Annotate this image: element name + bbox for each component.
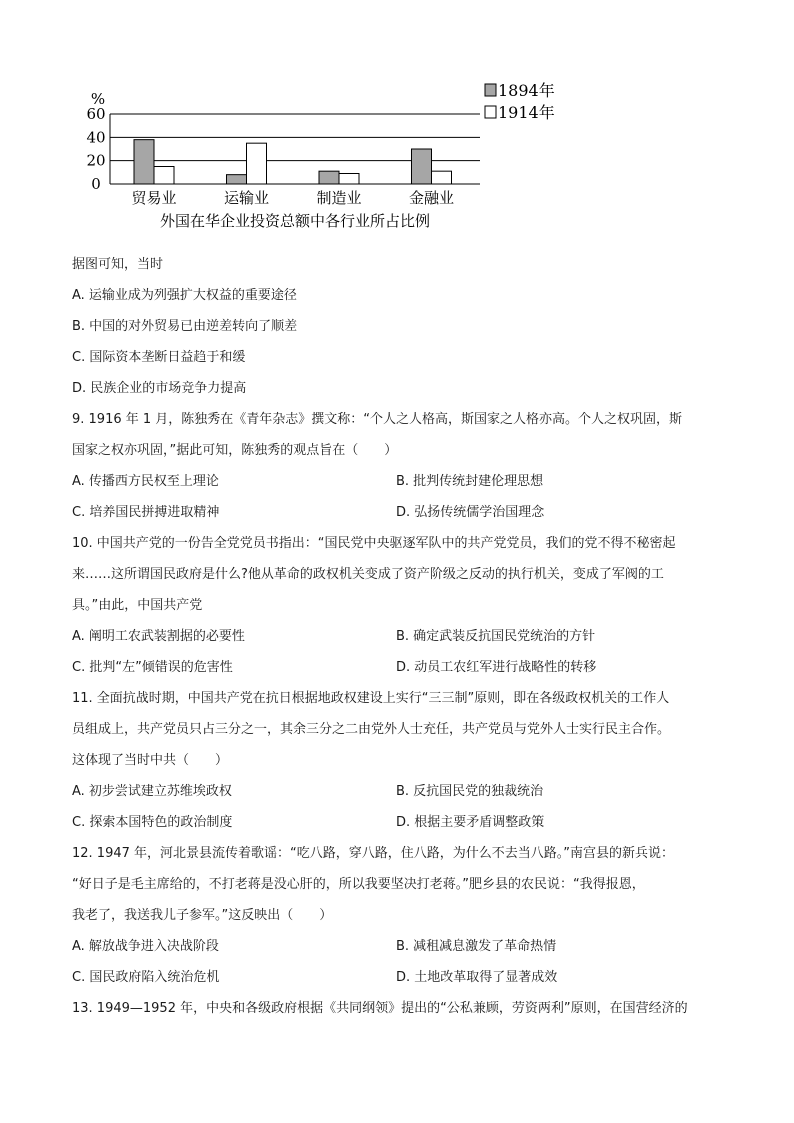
y-tick-label: 60 bbox=[86, 105, 106, 123]
q13-stem-line-1: 13. 1949—1952 年，中央和各级政府根据《共同纲领》提出的“公私兼顾，劳资两利”原则，在国营经济的 bbox=[72, 1001, 688, 1016]
q8-option-a: A. 运输业成为列强扩大权益的重要途径 bbox=[72, 288, 297, 303]
y-axis-label: % bbox=[90, 90, 106, 108]
bar-1894 bbox=[134, 140, 154, 184]
chart-title: 外国在华企业投资总额中各行业所占比例 bbox=[159, 212, 431, 230]
x-tick-label: 贸易业 bbox=[131, 189, 177, 207]
bar-chart bbox=[70, 76, 570, 236]
legend-label: 1894年 bbox=[498, 81, 555, 100]
q11-option-d: D. 根据主要矛盾调整政策 bbox=[396, 815, 545, 830]
q12-option-d: D. 土地改革取得了显著成效 bbox=[396, 970, 558, 985]
bar-1894 bbox=[319, 171, 339, 184]
q10-option-a: A. 阐明工农武装割据的必要性 bbox=[72, 629, 245, 644]
q8-option-c: C. 国际资本垄断日益趋于和缓 bbox=[72, 350, 246, 365]
q9-option-c: C. 培养国民拼搏进取精神 bbox=[72, 505, 220, 520]
q11-stem-line-1: 11. 全面抗战时期，中国共产党在抗日根据地政权建设上实行“三三制”原则，即在各级政权机关的工作人 bbox=[72, 691, 670, 706]
q11-stem-line-3: 这体现了当时中共（ ） bbox=[72, 753, 229, 768]
q8-option-d: D. 民族企业的市场竞争力提高 bbox=[72, 381, 247, 396]
q9-option-b: B. 批判传统封建伦理思想 bbox=[396, 474, 544, 489]
q9-stem-line-2: 国家之权亦巩固，”据此可知，陈独秀的观点旨在（ ） bbox=[72, 443, 398, 458]
x-tick-label: 制造业 bbox=[316, 189, 362, 207]
q10-stem-line-2: 来……这所谓国民政府是什么?他从革命的政权机关变成了资产阶级之反动的执行机关，变成了军阀的工 bbox=[72, 567, 664, 582]
q12-stem-line-1: 12. 1947 年，河北景县流传着歌谣：“吃八路，穿八路，住八路，为什么不去当八路。”南宫县的新兵说： bbox=[72, 846, 674, 861]
bar-1914 bbox=[339, 174, 359, 185]
y-tick-label: 40 bbox=[86, 128, 106, 147]
x-tick-label: 金融业 bbox=[408, 189, 455, 207]
q12-stem-line-3: 我老了，我送我儿子参军。”这反映出（ ） bbox=[72, 908, 333, 923]
q8-stem: 据图可知，当时 bbox=[72, 257, 164, 272]
legend-swatch-1914 bbox=[485, 106, 496, 118]
bar-1914 bbox=[432, 171, 452, 184]
q10-option-d: D. 动员工农红军进行战略性的转移 bbox=[396, 660, 597, 675]
q10-stem-line-1: 10. 中国共产党的一份告全党党员书指出：“国民党中央驱逐军队中的共产党党员，我们的党不得不秘密起 bbox=[72, 536, 676, 551]
q12-stem-line-2: “好日子是毛主席给的，不打老蒋是没心肝的，所以我要坚决打老蒋。”肥乡县的农民说：“我得报恩， bbox=[72, 877, 645, 892]
q12-option-b: B. 减租减息激发了革命热情 bbox=[396, 939, 557, 954]
q11-option-a: A. 初步尝试建立苏维埃政权 bbox=[72, 784, 232, 799]
y-tick-label: 0 bbox=[91, 175, 101, 193]
q12-option-a: A. 解放战争进入决战阶段 bbox=[72, 939, 219, 954]
q9-option-a: A. 传播西方民权至上理论 bbox=[72, 474, 219, 489]
bar-1914 bbox=[154, 167, 174, 185]
q10-stem-line-3: 具。”由此，中国共产党 bbox=[72, 598, 203, 613]
q11-option-c: C. 探索本国特色的政治制度 bbox=[72, 815, 233, 830]
y-tick-label: 20 bbox=[86, 151, 106, 170]
legend-label: 1914年 bbox=[498, 103, 555, 122]
legend-swatch-1894 bbox=[485, 84, 496, 96]
q10-option-c: C. 批判“左”倾错误的危害性 bbox=[72, 660, 233, 675]
chart-svg bbox=[70, 76, 570, 236]
q11-option-b: B. 反抗国民党的独裁统治 bbox=[396, 784, 544, 799]
bar-1914 bbox=[247, 143, 267, 184]
q11-stem-line-2: 员组成上，共产党员只占三分之一，其余三分之二由党外人士充任，共产党员与党外人士实行民主合作。 bbox=[72, 722, 671, 737]
q10-option-b: B. 确定武装反抗国民党统治的方针 bbox=[396, 629, 596, 644]
q9-stem-line-1: 9. 1916 年 1 月，陈独秀在《青年杂志》撰文称：“个人之人格高，斯国家之人格亦高。个人之权巩固，斯 bbox=[72, 412, 683, 427]
x-tick-label: 运输业 bbox=[223, 189, 270, 207]
bar-1894 bbox=[412, 149, 432, 184]
q9-option-d: D. 弘扬传统儒学治国理念 bbox=[396, 505, 545, 520]
bar-1894 bbox=[227, 175, 247, 184]
q8-option-b: B. 中国的对外贸易已由逆差转向了顺差 bbox=[72, 319, 298, 334]
q12-option-c: C. 国民政府陷入统治危机 bbox=[72, 970, 220, 985]
